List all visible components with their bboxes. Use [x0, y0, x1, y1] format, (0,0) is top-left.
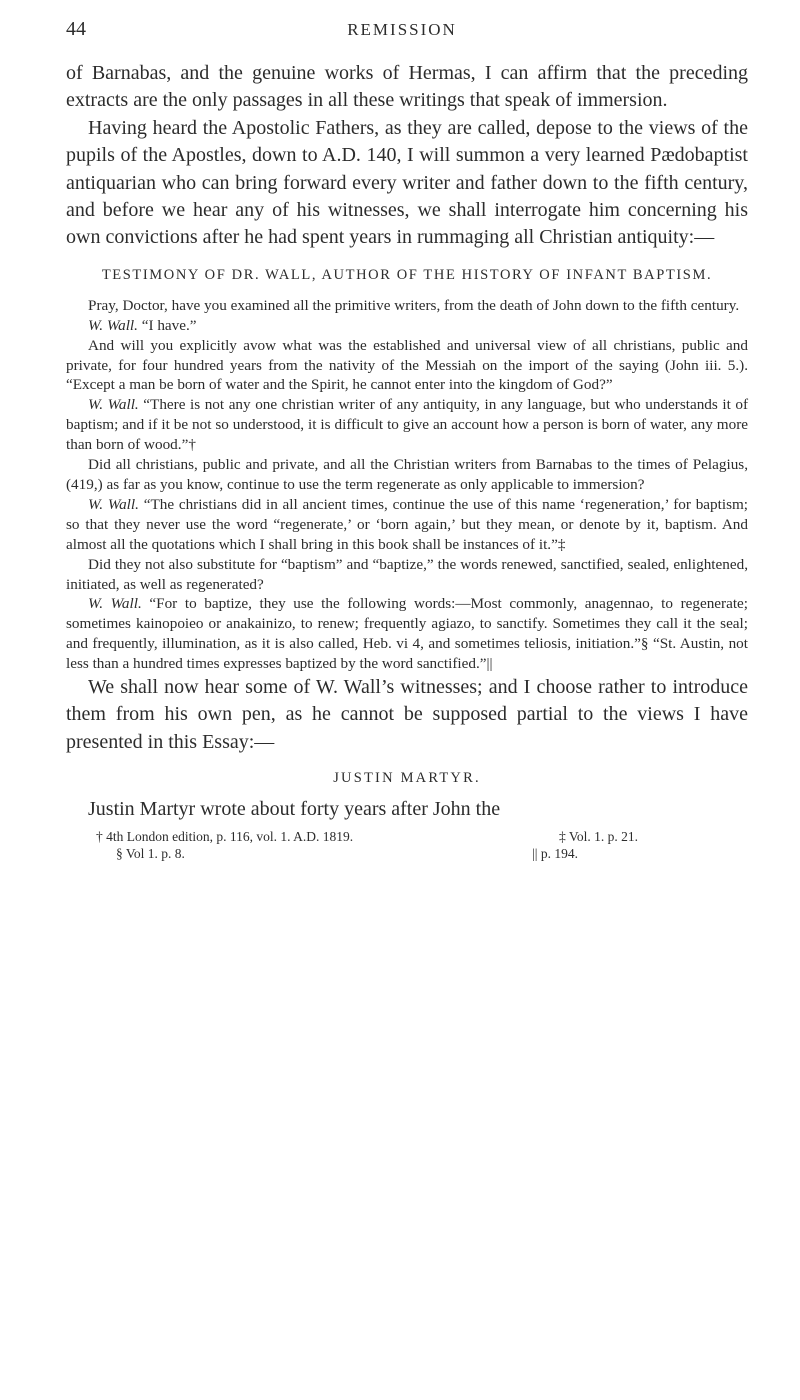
speaker-label: W. Wall. — [88, 595, 142, 613]
dialogue-question — [66, 296, 748, 316]
page-header — [66, 18, 748, 44]
dialogue-text: Pray, Doctor, have you examined all the primitive writers, from the death of John down to the fifth century. — [88, 296, 740, 314]
dialogue-question — [66, 336, 748, 396]
footnotes — [66, 828, 748, 862]
page-number: 44 — [66, 18, 86, 40]
dialogue-answer — [66, 594, 748, 674]
speaker-label: W. Wall. — [88, 316, 138, 334]
dialogue — [66, 296, 748, 674]
section-heading-wall: TESTIMONY OF DR. WALL, AUTHOR OF THE HISTORY OF INFANT BAPTISM. — [101, 266, 713, 283]
body-paragraph: We shall now hear some of W. Wall’s witnesses; and I choose rather to introduce them from his own pen, as he cannot be supposed partial to the views I have presented in this Essay:— — [66, 676, 748, 753]
footnote: § Vol 1. p. 8. — [116, 845, 185, 861]
footnote-row — [96, 845, 748, 862]
dialogue-question — [66, 555, 748, 595]
dialogue-question — [66, 455, 748, 495]
dialogue-text: Did all christians, public and private, and all the Christian writers from Barnabas to the times of Pelagius, (419,) as far as you know, continue to use the term regenerate as only applicable to immersion? — [66, 456, 748, 493]
section-heading-justin: JUSTIN MARTYR. — [333, 770, 481, 787]
footnote: † 4th London edition, p. 116, vol. 1. A.D. 1819. — [96, 828, 354, 844]
body-paragraph: Justin Martyr wrote about forty years after John the — [88, 798, 501, 821]
dialogue-text: “The christians did in all ancient times, continue the use of this name ‘regeneration,’ for baptism; so that they never use the word “regenerate,’ or ‘born again,’ but they mean, or denote by it, baptism. And almost all the quotations which I shall bring in this book shall be instances of it.”‡ — [66, 495, 749, 553]
dialogue-text: “There is not any one christian writer of any antiquity, in any language, but who understands it of baptism; and if it be not so understood, it is difficult to give an account how a person is born of water, any more than born of wood.”† — [66, 396, 749, 454]
dialogue-text: “For to baptize, they use the following words:—Most commonly, anagennao, to regenerate; sometimes kainopoieo or anakainizo, to renew; frequently agiazo, to sanctify. Sometimes they call it the seal; and frequently, illumination, as it is also called, Heb. vi 4, and sometimes teliosis, initiation.”§ “St. Austin, not less than a hundred times expresses baptized by the word sanctified.”|| — [66, 595, 749, 673]
dialogue-text: And will you explicitly avow what was the established and universal view of all christians, public and private, for four hundred years from the nativity of the Messiah on the import of the saying (John iii. 5.). “Except a man be born of water and the Spirit, he cannot enter into the kingdom of God?” — [66, 336, 748, 394]
footnote-row — [96, 828, 748, 845]
body-paragraph: Having heard the Apostolic Fathers, as they are called, depose to the views of the pupils of the Apostles, down to A.D. 140, I will summon a very learned Pædobaptist antiquarian who can bring forward every writer and father down to the fifth century, and before we hear any of his witnesses, we shall interrogate him concerning his own convictions after he had spent years in rummaging all Christian antiquity:— — [66, 116, 748, 249]
dialogue-answer — [66, 316, 748, 336]
speaker-label: W. Wall. — [88, 495, 139, 513]
footnote: ‡ Vol. 1. p. 21. — [558, 828, 638, 844]
dialogue-answer — [66, 395, 748, 455]
speaker-label: W. Wall. — [88, 396, 139, 414]
dialogue-text: Did they not also substitute for “baptism” and “baptize,” the words renewed, sanctified, sealed, enlightened, initiated, as well as regenerated? — [66, 555, 748, 593]
dialogue-answer — [66, 495, 748, 555]
dialogue-text: “I have.” — [141, 316, 197, 334]
running-title: REMISSION — [347, 20, 457, 39]
footnote: || p. 194. — [532, 845, 578, 861]
body-paragraph: of Barnabas, and the genuine works of Hermas, I can affirm that the preceding extracts are the only passages in all these writings that speak of immersion. — [66, 62, 748, 112]
